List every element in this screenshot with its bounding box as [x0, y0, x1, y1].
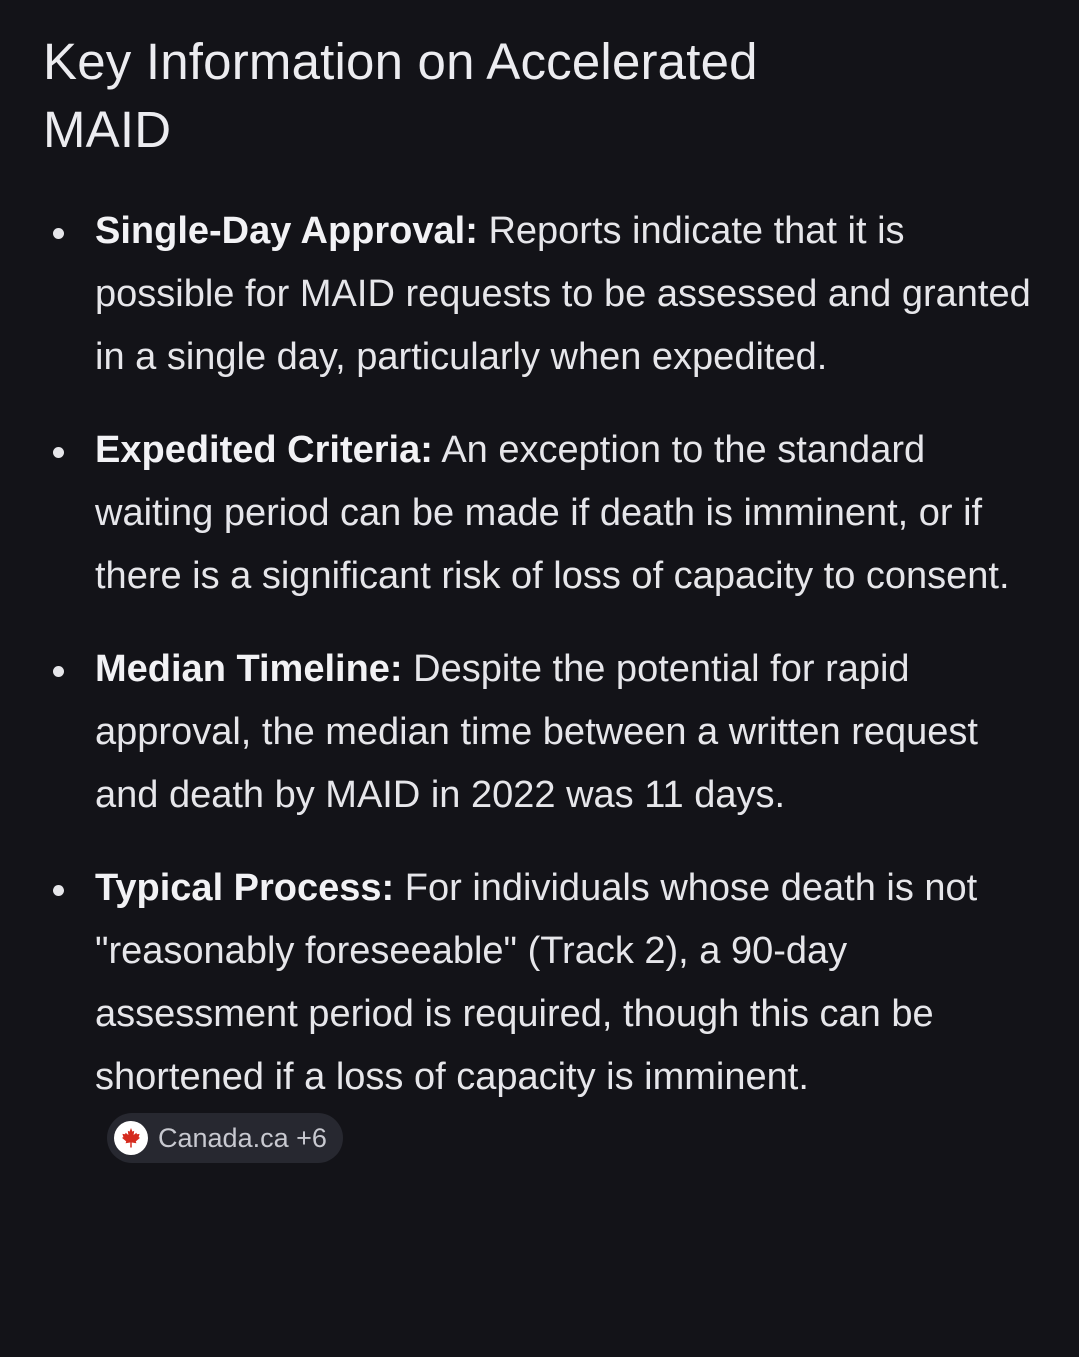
bullet-icon — [53, 885, 64, 896]
point-text: Reports indicate that it is possible for MAID requests to be assessed and granted in a single day, particularly when expedited. — [95, 210, 1031, 378]
point-term: Expedited Criteria: — [95, 429, 433, 471]
section-heading: Key Information on Accelerated MAID — [43, 33, 758, 158]
point-term: Typical Process: — [95, 867, 395, 909]
list-item — [43, 200, 1038, 389]
point-text: An exception to the standard waiting period can be made if death is imminent, or if there is a significant risk of loss of capacity to consent. — [95, 429, 1010, 597]
response-content — [43, 28, 1038, 1202]
point-text: For individuals whose death is not "reasonably foreseeable" (Track 2), a 90-day assessment period is required, though this can be shortened if a loss of capacity is imminent. — [95, 867, 978, 1098]
list-item — [43, 638, 1038, 827]
bullet-icon — [53, 447, 64, 458]
bullet-icon — [53, 228, 64, 239]
maple-leaf-icon — [114, 1121, 148, 1155]
list-item — [43, 419, 1038, 608]
key-points-list — [43, 200, 1038, 1172]
point-term: Single-Day Approval: — [95, 210, 478, 252]
source-chip[interactable] — [107, 1113, 343, 1163]
bullet-icon — [53, 666, 64, 677]
source-chip-label: Canada.ca +6 — [158, 1122, 327, 1153]
point-text: Despite the potential for rapid approval, the median time between a written request and death by MAID in 2022 was 11 days. — [95, 648, 978, 816]
point-term: Median Timeline: — [95, 648, 403, 690]
list-item — [43, 857, 1038, 1172]
